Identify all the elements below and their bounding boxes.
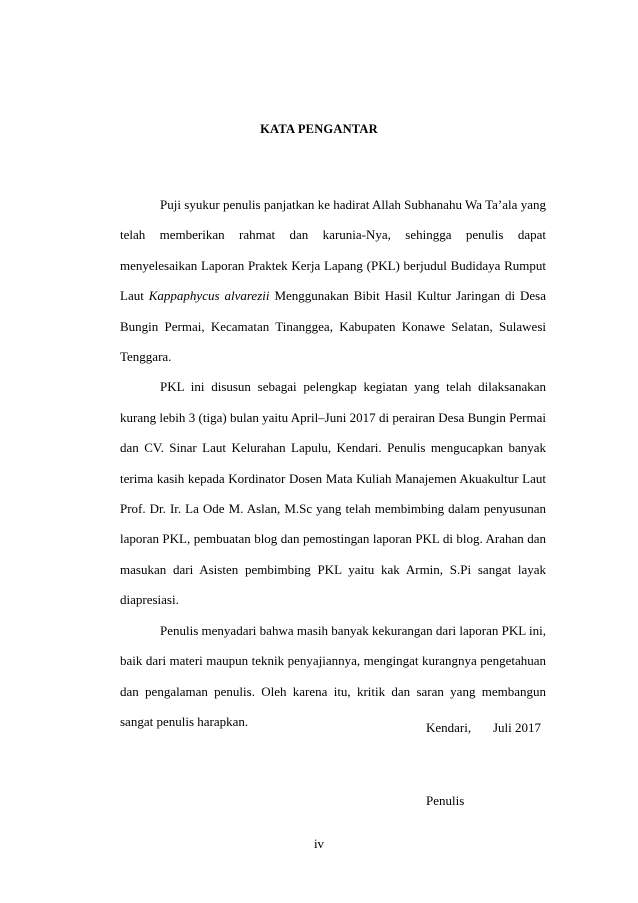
closing-place: Kendari, [426,720,472,735]
signature-label: Penulis [426,793,465,808]
page-number: iv [313,836,325,851]
paragraph-1 [120,190,546,372]
closing-date: Juli 2017 [493,720,542,735]
paragraph-1-text-end: Menggunakan Bibit Hasil Kultur Jaringan di Desa Bungin Permai, Kecamatan Tinanggea, Kabupaten Konawe Selatan, Sulawesi Tenggara. [120,288,546,365]
page-title: KATA PENGANTAR [260,122,378,136]
body-text [120,190,546,737]
species-name: Kappaphycus alvarezii [148,288,270,304]
paragraph-3: Penulis menyadari bahwa masih banyak kekurangan dari laporan PKL ini, baik dari materi maupun teknik penyajiannya, mengingat kurangnya pengetahuan dan pengalaman penulis. Oleh karena itu, kritik dan saran yang membangun sangat penulis harapkan. [120,622,546,729]
paragraph-2: PKL ini disusun sebagai pelengkap kegiatan yang telah dilaksanakan kurang lebih 3 (tiga) bulan yaitu April–Juni 2017 di perairan Desa Bungin Permai dan CV. Sinar Laut Kelurahan Lapulu, Kendari. Penulis mengucapkan banyak terima kasih kepada Kordinator Dosen Mata Kuliah Manajemen Akuakultur Laut Prof. Dr. Ir. La Ode M. Aslan, M.Sc yang telah membimbing dalam penyusunan laporan PKL, pembuatan blog dan pemostingan laporan PKL di blog. Arahan dan masukan dari Asisten pembimbing PKL yaitu kak Armin, S.Pi sangat layak diapresiasi. [120,379,546,608]
paragraph-1-text-start: Puji syukur penulis panjatkan ke hadirat Allah Subhanahu Wa Ta’ala yang telah memberikan rahmat dan karunia-Nya, sehingga penulis dapat menyelesaikan Laporan Praktek Kerja Lapang (PKL) berjudul Budidaya Rumput Laut [120,197,546,304]
